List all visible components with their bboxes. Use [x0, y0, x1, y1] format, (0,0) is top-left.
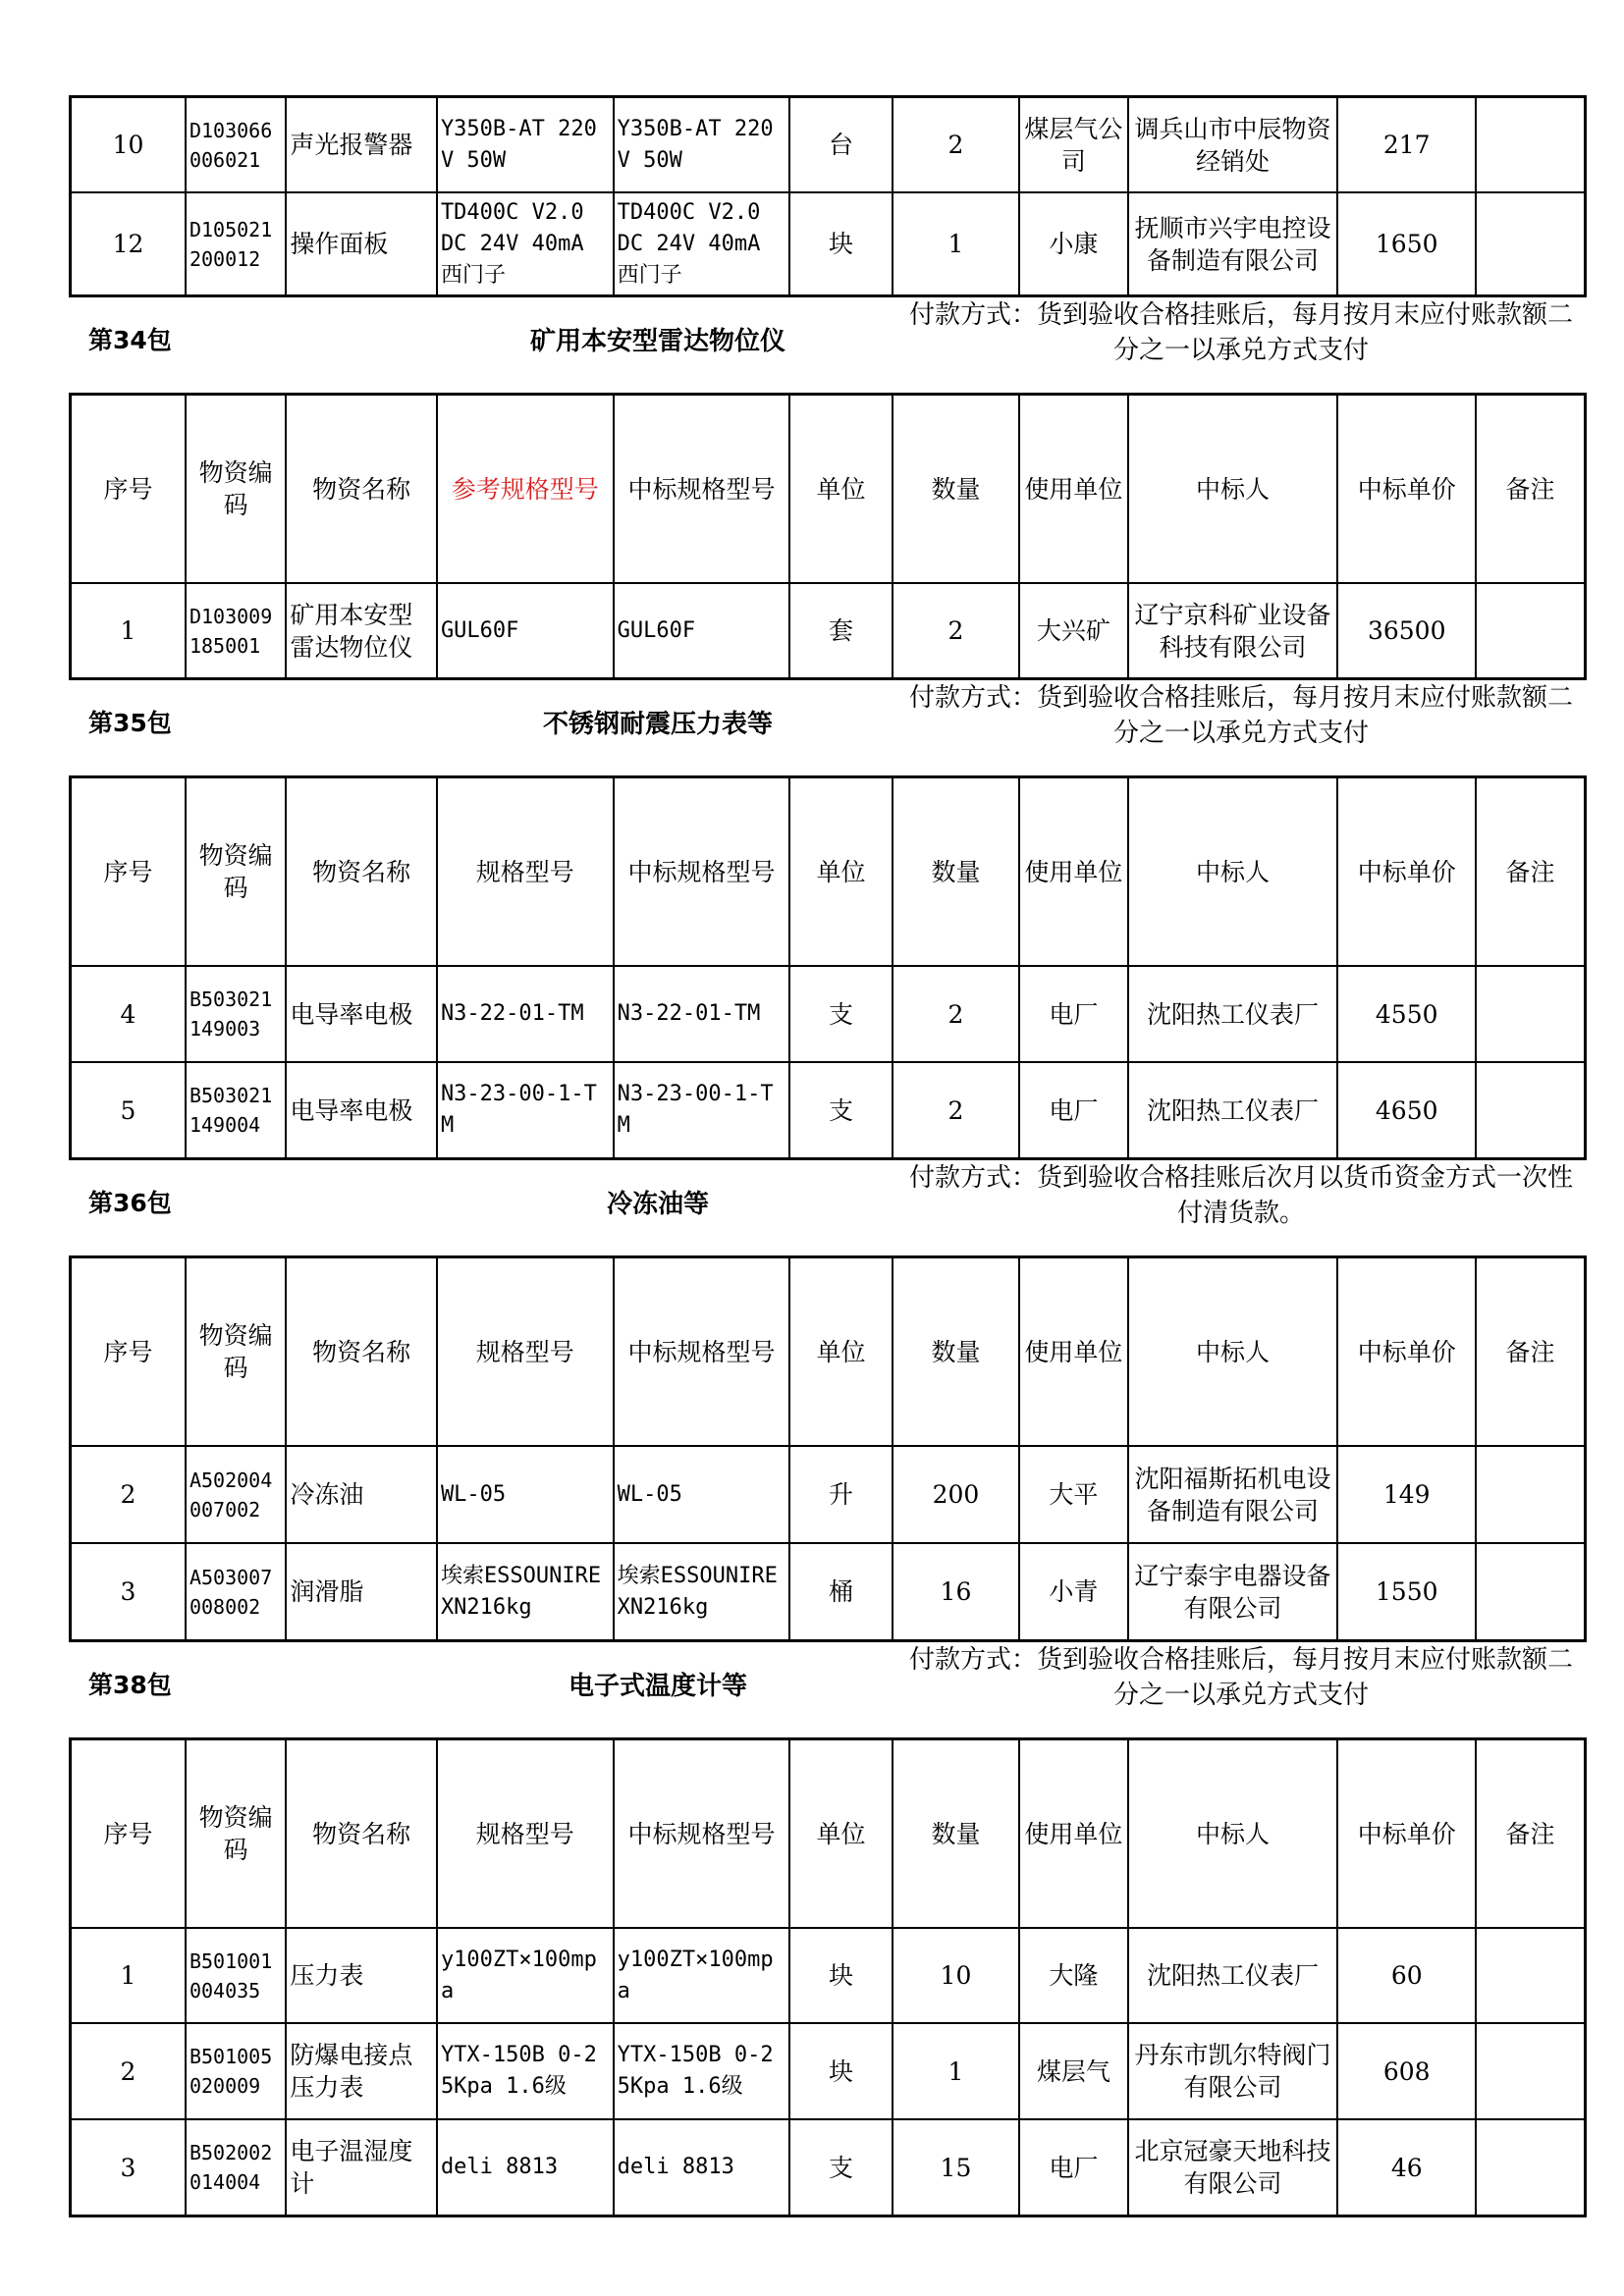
cell-code: B502002014004 — [186, 2119, 286, 2216]
table-row — [71, 583, 1586, 679]
cell-winner: 沈阳热工仪表厂 — [1128, 1928, 1338, 2023]
package-number: 第36包 — [88, 1189, 172, 1217]
cell-unit: 支 — [789, 2119, 892, 2216]
table-row — [71, 2023, 1586, 2119]
payment-terms: 付款方式：货到验收合格挂账后，每月按月末应付账款额二分之一以承兑方式支付 — [908, 300, 1573, 365]
cell-unit: 升 — [789, 1446, 892, 1543]
column-header: 使用单位 — [1019, 395, 1127, 584]
cell-win-spec: 埃索ESSOUNIREXN216kg — [614, 1543, 790, 1641]
cell-qty: 15 — [893, 2119, 1020, 2216]
cell-code: B503021149003 — [186, 966, 286, 1062]
cell-user: 小青 — [1019, 1543, 1127, 1641]
cell-no: 2 — [71, 1446, 186, 1543]
column-header: 中标人 — [1128, 1739, 1338, 1929]
cell-unit: 台 — [789, 97, 892, 193]
cell-qty: 200 — [893, 1446, 1020, 1543]
cell-win-spec: deli 8813 — [614, 2119, 790, 2216]
cell-unit: 块 — [789, 192, 892, 296]
column-header: 物资名称 — [286, 395, 437, 584]
column-header: 序号 — [71, 1739, 186, 1929]
cell-note — [1476, 583, 1586, 679]
column-header: 中标人 — [1128, 777, 1338, 967]
cell-no: 3 — [71, 1543, 186, 1641]
cell-unit: 支 — [789, 966, 892, 1062]
package-heading — [69, 1642, 1587, 1737]
cell-spec: N3-23-00-1-TM — [437, 1062, 614, 1159]
cell-win-spec: WL-05 — [614, 1446, 790, 1543]
cell-user: 电厂 — [1019, 966, 1127, 1062]
payment-terms: 付款方式：货到验收合格挂账后，每月按月末应付账款额二分之一以承兑方式支付 — [908, 683, 1573, 748]
cell-user: 煤层气 — [1019, 2023, 1127, 2119]
cell-price: 608 — [1337, 2023, 1476, 2119]
cell-price: 60 — [1337, 1928, 1476, 2023]
column-header: 中标规格型号 — [614, 1257, 790, 1447]
cell-win-spec: Y350B-AT 220V 50W — [614, 97, 790, 193]
table-header-row — [71, 1257, 1586, 1447]
cell-code: D103066006021 — [186, 97, 286, 193]
cell-no: 1 — [71, 583, 186, 679]
table-header-row — [71, 1739, 1586, 1929]
cell-code: B501001004035 — [186, 1928, 286, 2023]
table-row — [71, 2119, 1586, 2216]
cell-user: 电厂 — [1019, 1062, 1127, 1159]
column-header: 单位 — [789, 1739, 892, 1929]
cell-note — [1476, 192, 1586, 296]
cell-win-spec: N3-23-00-1-TM — [614, 1062, 790, 1159]
column-header: 中标规格型号 — [614, 395, 790, 584]
column-header: 中标规格型号 — [614, 1739, 790, 1929]
cell-note — [1476, 1543, 1586, 1641]
cell-name: 冷冻油 — [286, 1446, 437, 1543]
column-header: 备注 — [1476, 777, 1586, 967]
column-header: 中标人 — [1128, 1257, 1338, 1447]
cell-qty: 2 — [893, 966, 1020, 1062]
cell-spec: GUL60F — [437, 583, 614, 679]
payment-terms: 付款方式：货到验收合格挂账后次月以货币资金方式一次性付清货款。 — [908, 1163, 1573, 1228]
column-header: 序号 — [71, 395, 186, 584]
cell-price: 36500 — [1337, 583, 1476, 679]
column-header: 备注 — [1476, 1257, 1586, 1447]
cell-spec: 埃索ESSOUNIREXN216kg — [437, 1543, 614, 1641]
column-header: 单位 — [789, 395, 892, 584]
cell-price: 46 — [1337, 2119, 1476, 2216]
table-row — [71, 192, 1586, 296]
column-header: 物资名称 — [286, 777, 437, 967]
column-header: 物资编码 — [186, 1257, 286, 1447]
cell-price: 4650 — [1337, 1062, 1476, 1159]
cell-spec: y100ZT×100mpa — [437, 1928, 614, 2023]
column-header: 数量 — [893, 1739, 1020, 1929]
column-header: 备注 — [1476, 1739, 1586, 1929]
cell-note — [1476, 966, 1586, 1062]
package-table — [69, 1255, 1587, 1642]
cell-win-spec: GUL60F — [614, 583, 790, 679]
cell-no: 1 — [71, 1928, 186, 2023]
package-table — [69, 1737, 1587, 2217]
cell-name: 防爆电接点压力表 — [286, 2023, 437, 2119]
package-table — [69, 393, 1587, 680]
column-header: 序号 — [71, 1257, 186, 1447]
cell-price: 217 — [1337, 97, 1476, 193]
cell-note — [1476, 1446, 1586, 1543]
column-header: 备注 — [1476, 395, 1586, 584]
cell-spec: WL-05 — [437, 1446, 614, 1543]
table-row — [71, 1543, 1586, 1641]
cell-name: 声光报警器 — [286, 97, 437, 193]
cell-unit: 套 — [789, 583, 892, 679]
cell-unit: 桶 — [789, 1543, 892, 1641]
cell-note — [1476, 97, 1586, 193]
cell-code: A503007008002 — [186, 1543, 286, 1641]
cell-spec: N3-22-01-TM — [437, 966, 614, 1062]
column-header: 物资名称 — [286, 1739, 437, 1929]
cell-name: 电导率电极 — [286, 1062, 437, 1159]
cell-qty: 2 — [893, 583, 1020, 679]
column-header: 数量 — [893, 395, 1020, 584]
package-name: 矿用本安型雷达物位仪 — [529, 327, 785, 356]
cell-user: 电厂 — [1019, 2119, 1127, 2216]
cell-price: 1650 — [1337, 192, 1476, 296]
cell-note — [1476, 1062, 1586, 1159]
column-header: 数量 — [893, 1257, 1020, 1447]
column-header: 物资编码 — [186, 1739, 286, 1929]
cell-name: 电导率电极 — [286, 966, 437, 1062]
cell-note — [1476, 1928, 1586, 2023]
bid-result-page — [69, 95, 1587, 2217]
package-name: 不锈钢耐震压力表等 — [542, 710, 773, 739]
cell-price: 149 — [1337, 1446, 1476, 1543]
cell-spec: TD400C V2.0 DC 24V 40mA 西门子 — [437, 192, 614, 296]
cell-winner: 调兵山市中辰物资经销处 — [1128, 97, 1338, 193]
cell-qty: 1 — [893, 192, 1020, 296]
cell-qty: 2 — [893, 97, 1020, 193]
cell-win-spec: TD400C V2.0 DC 24V 40mA 西门子 — [614, 192, 790, 296]
cell-unit: 块 — [789, 1928, 892, 2023]
column-header: 使用单位 — [1019, 1739, 1127, 1929]
table-row — [71, 1446, 1586, 1543]
package-number: 第38包 — [88, 1671, 172, 1699]
package-number: 第35包 — [88, 709, 172, 737]
cell-code: D103009185001 — [186, 583, 286, 679]
cell-unit: 支 — [789, 1062, 892, 1159]
cell-no: 10 — [71, 97, 186, 193]
cell-name: 矿用本安型雷达物位仪 — [286, 583, 437, 679]
cell-winner: 沈阳热工仪表厂 — [1128, 966, 1338, 1062]
package-heading — [69, 1160, 1587, 1255]
cell-user: 大兴矿 — [1019, 583, 1127, 679]
cell-note — [1476, 2023, 1586, 2119]
column-header: 物资名称 — [286, 1257, 437, 1447]
payment-terms: 付款方式：货到验收合格挂账后，每月按月末应付账款额二分之一以承兑方式支付 — [908, 1645, 1573, 1710]
package-heading — [69, 680, 1587, 775]
cell-winner: 辽宁泰宇电器设备有限公司 — [1128, 1543, 1338, 1641]
cell-code: B501005020009 — [186, 2023, 286, 2119]
cell-no: 5 — [71, 1062, 186, 1159]
cell-user: 大平 — [1019, 1446, 1127, 1543]
table-row — [71, 1928, 1586, 2023]
table-row — [71, 1062, 1586, 1159]
column-header: 中标规格型号 — [614, 777, 790, 967]
cell-code: B503021149004 — [186, 1062, 286, 1159]
package-table — [69, 775, 1587, 1160]
cell-win-spec: YTX-150B 0-25Kpa 1.6级 — [614, 2023, 790, 2119]
cell-no: 4 — [71, 966, 186, 1062]
column-header: 中标单价 — [1337, 1257, 1476, 1447]
package-name: 冷冻油等 — [606, 1190, 709, 1219]
column-header: 中标人 — [1128, 395, 1338, 584]
column-header: 物资编码 — [186, 395, 286, 584]
cell-winner: 辽宁京科矿业设备科技有限公司 — [1128, 583, 1338, 679]
cell-winner: 丹东市凯尔特阀门有限公司 — [1128, 2023, 1338, 2119]
cell-user: 煤层气公司 — [1019, 97, 1127, 193]
table-row — [71, 97, 1586, 193]
cell-qty: 16 — [893, 1543, 1020, 1641]
cell-qty: 10 — [893, 1928, 1020, 2023]
column-header: 中标单价 — [1337, 777, 1476, 967]
cell-spec: YTX-150B 0-25Kpa 1.6级 — [437, 2023, 614, 2119]
column-header: 序号 — [71, 777, 186, 967]
cell-qty: 1 — [893, 2023, 1020, 2119]
column-header: 规格型号 — [437, 1739, 614, 1929]
table-header-row — [71, 777, 1586, 967]
cell-code: D105021200012 — [186, 192, 286, 296]
cell-code: A502004007002 — [186, 1446, 286, 1543]
column-header: 使用单位 — [1019, 777, 1127, 967]
cell-win-spec: N3-22-01-TM — [614, 966, 790, 1062]
cell-winner: 沈阳热工仪表厂 — [1128, 1062, 1338, 1159]
continued-table — [69, 95, 1587, 297]
cell-unit: 块 — [789, 2023, 892, 2119]
column-header: 规格型号 — [437, 777, 614, 967]
table-row — [71, 966, 1586, 1062]
cell-spec: Y350B-AT 220V 50W — [437, 97, 614, 193]
table-header-row — [71, 395, 1586, 584]
cell-price: 4550 — [1337, 966, 1476, 1062]
cell-qty: 2 — [893, 1062, 1020, 1159]
cell-winner: 北京冠豪天地科技有限公司 — [1128, 2119, 1338, 2216]
column-header: 使用单位 — [1019, 1257, 1127, 1447]
column-header: 参考规格型号 — [437, 395, 614, 584]
cell-user: 大隆 — [1019, 1928, 1127, 2023]
cell-no: 12 — [71, 192, 186, 296]
cell-name: 操作面板 — [286, 192, 437, 296]
cell-win-spec: y100ZT×100mpa — [614, 1928, 790, 2023]
cell-user: 小康 — [1019, 192, 1127, 296]
column-header: 规格型号 — [437, 1257, 614, 1447]
package-heading — [69, 297, 1587, 393]
package-name: 电子式温度计等 — [568, 1672, 747, 1701]
column-header: 单位 — [789, 1257, 892, 1447]
cell-name: 电子温湿度计 — [286, 2119, 437, 2216]
cell-winner: 沈阳福斯拓机电设备制造有限公司 — [1128, 1446, 1338, 1543]
column-header: 中标单价 — [1337, 1739, 1476, 1929]
column-header: 单位 — [789, 777, 892, 967]
cell-winner: 抚顺市兴宇电控设备制造有限公司 — [1128, 192, 1338, 296]
column-header: 中标单价 — [1337, 395, 1476, 584]
cell-price: 1550 — [1337, 1543, 1476, 1641]
cell-note — [1476, 2119, 1586, 2216]
cell-name: 压力表 — [286, 1928, 437, 2023]
cell-no: 3 — [71, 2119, 186, 2216]
cell-no: 2 — [71, 2023, 186, 2119]
column-header: 数量 — [893, 777, 1020, 967]
package-number: 第34包 — [88, 326, 172, 354]
cell-spec: deli 8813 — [437, 2119, 614, 2216]
cell-name: 润滑脂 — [286, 1543, 437, 1641]
column-header: 物资编码 — [186, 777, 286, 967]
